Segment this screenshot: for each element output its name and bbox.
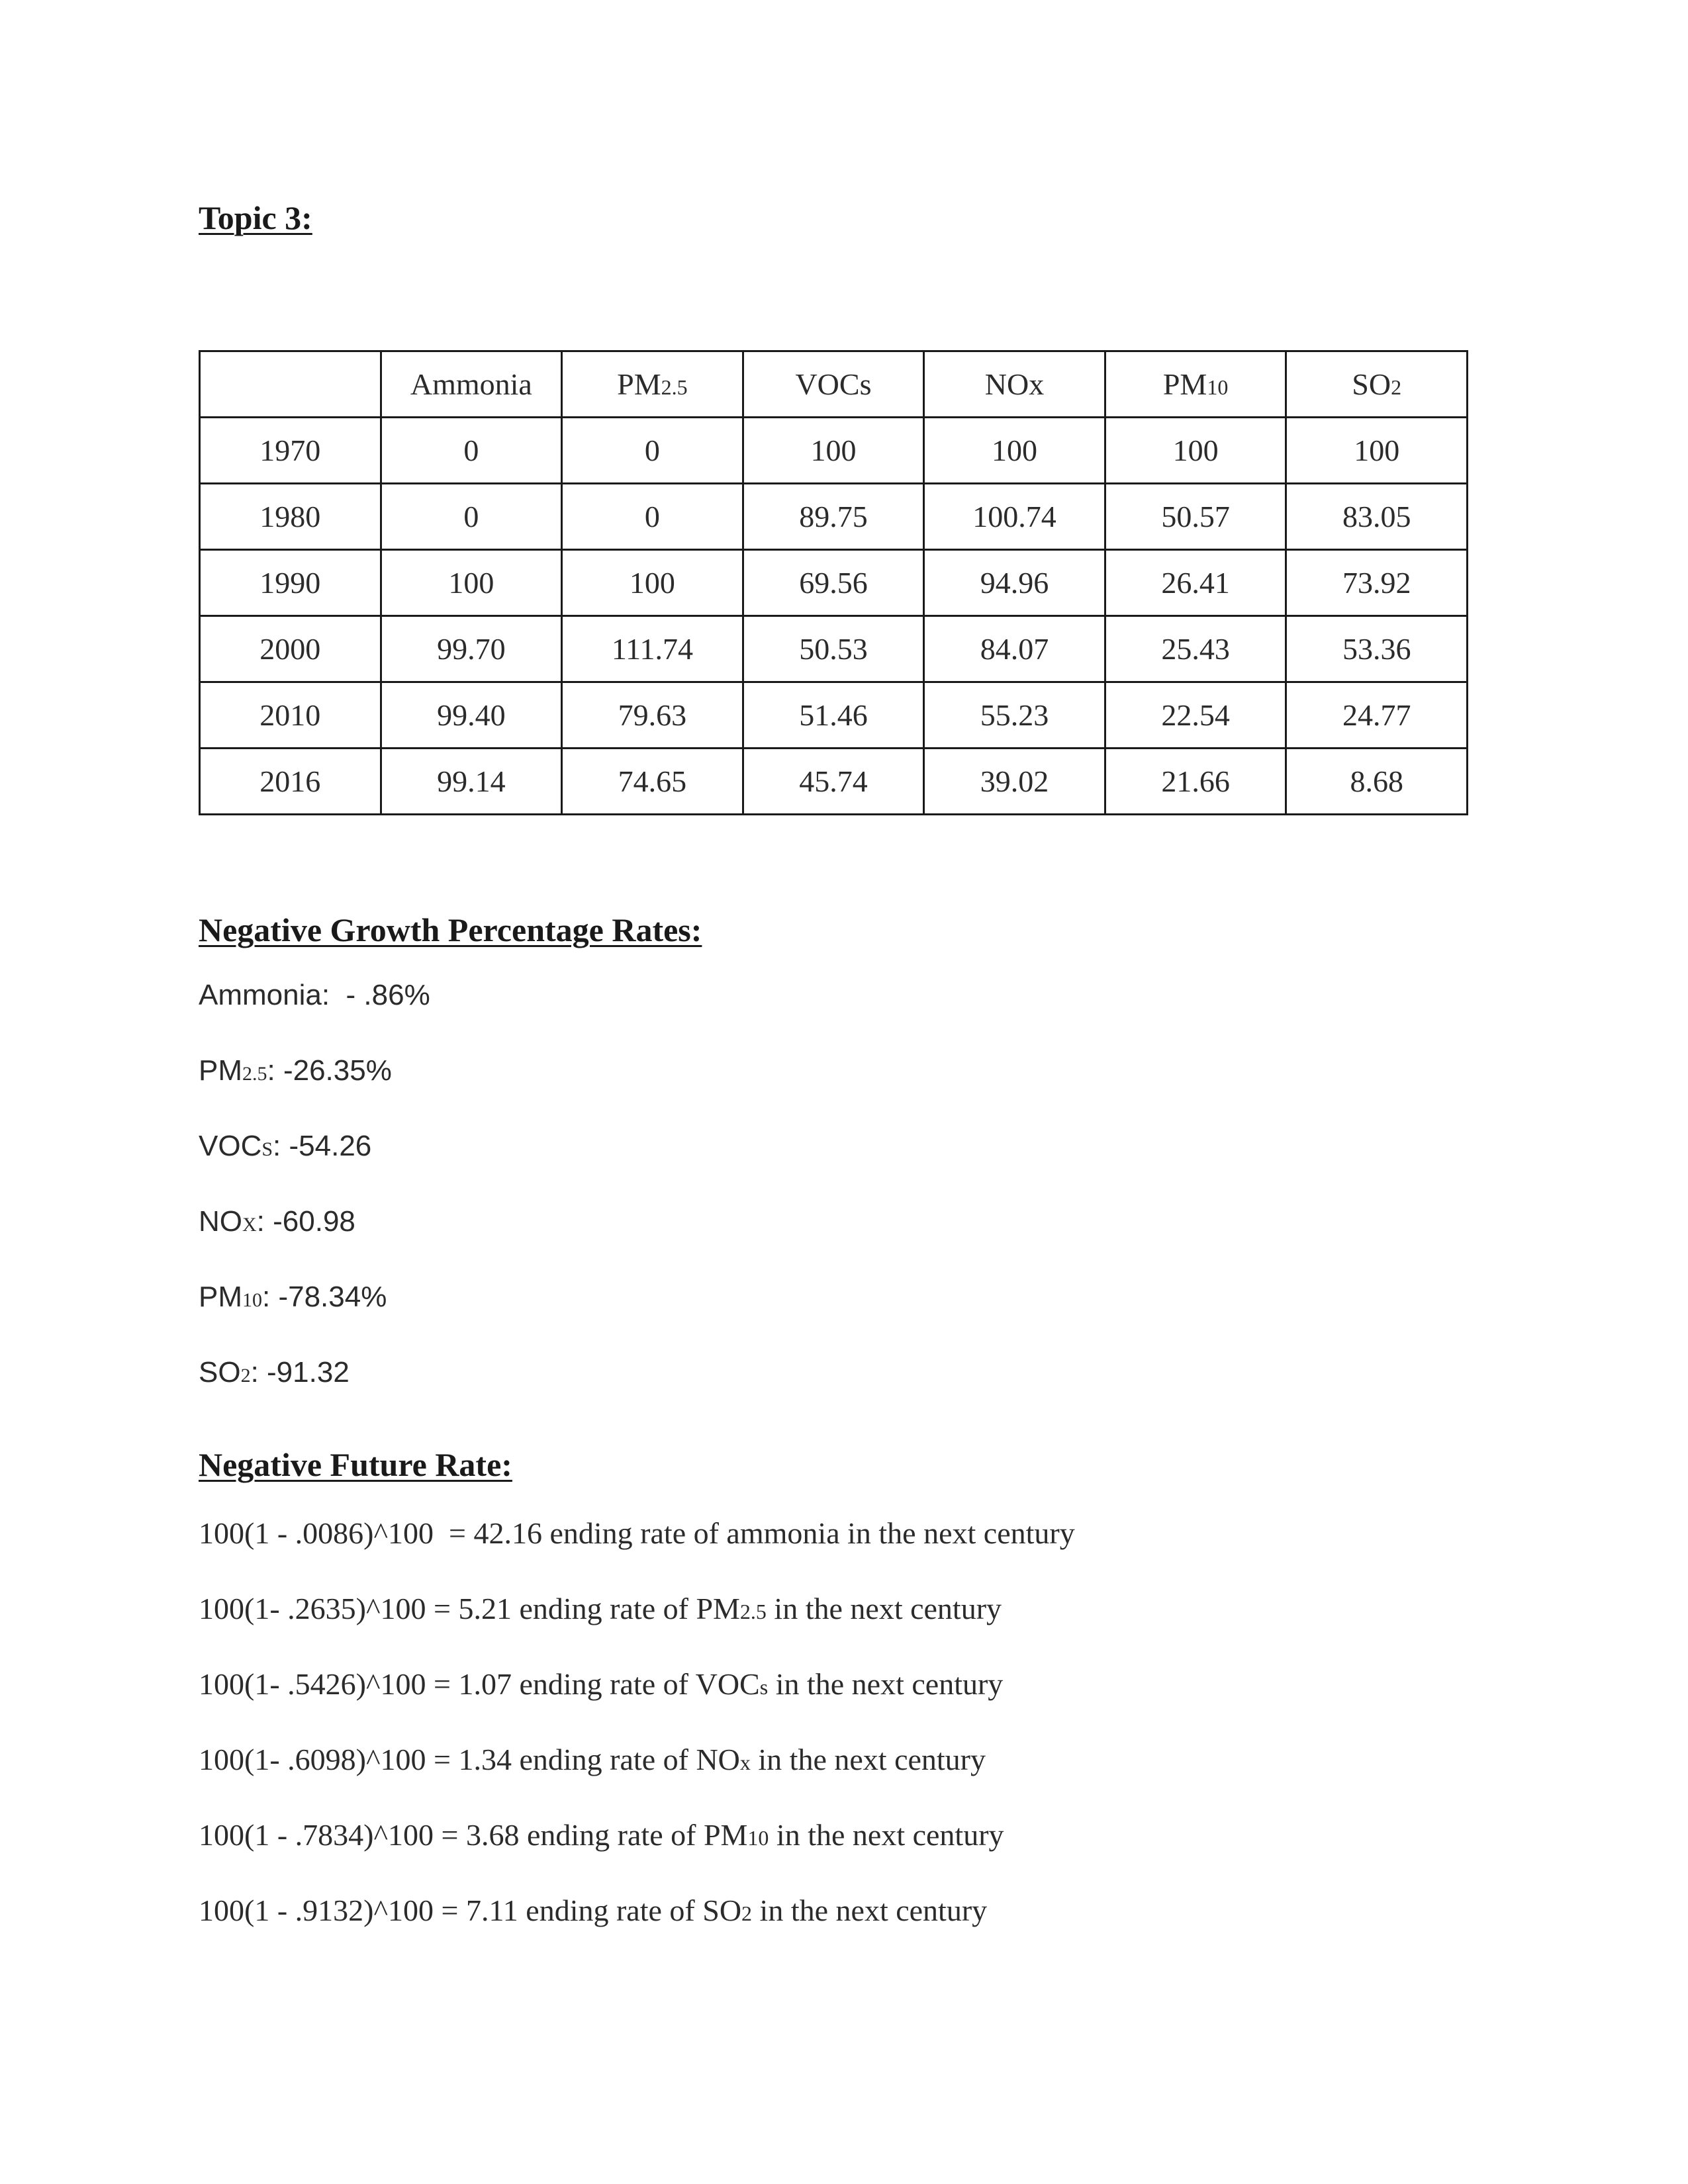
column-header-pm25: PM2.5 (562, 351, 743, 418)
table-cell: 100 (1105, 418, 1286, 484)
growth-rate-so2: SO2: -91.32 (199, 1356, 350, 1388)
table-cell: 73.92 (1286, 550, 1468, 616)
table-cell: 100 (924, 418, 1105, 484)
table-cell: 45.74 (743, 749, 924, 815)
table-cell: 55.23 (924, 682, 1105, 749)
table-row (200, 418, 1468, 484)
growth-rate-vocs: VOCS: -54.26 (199, 1130, 372, 1162)
table-row (200, 484, 1468, 550)
growth-rate-ammonia: Ammonia: - .86% (199, 979, 430, 1011)
table-cell: 100 (1286, 418, 1468, 484)
year-cell: 1980 (200, 484, 381, 550)
table-row (200, 616, 1468, 682)
table-cell: 89.75 (743, 484, 924, 550)
table-cell: 69.56 (743, 550, 924, 616)
growth-rates-heading: Negative Growth Percentage Rates: (199, 911, 702, 948)
emissions-table (199, 350, 1468, 815)
table-cell: 79.63 (562, 682, 743, 749)
table-cell: 100 (562, 550, 743, 616)
future-rate-vocs: 100(1- .5426)^100 = 1.07 ending rate of VOCs in the next century (199, 1667, 1004, 1701)
table-cell: 53.36 (1286, 616, 1468, 682)
table-cell: 0 (562, 484, 743, 550)
year-cell: 2010 (200, 682, 381, 749)
table-cell: 100 (381, 550, 562, 616)
growth-rate-pm10: PM10: -78.34% (199, 1281, 387, 1313)
table-cell: 99.40 (381, 682, 562, 749)
growth-rate-pm25: PM2.5: -26.35% (199, 1054, 392, 1087)
column-header-ammonia: Ammonia (381, 351, 562, 418)
table-row (200, 682, 1468, 749)
table-cell: 25.43 (1105, 616, 1286, 682)
table-cell: 100.74 (924, 484, 1105, 550)
column-header-nox: NOx (924, 351, 1105, 418)
growth-rate-nox: NOX: -60.98 (199, 1205, 355, 1238)
table-cell: 21.66 (1105, 749, 1286, 815)
table-cell: 26.41 (1105, 550, 1286, 616)
table-cell: 22.54 (1105, 682, 1286, 749)
column-header-so2: SO2 (1286, 351, 1468, 418)
column-header-pm10: PM10 (1105, 351, 1286, 418)
table-cell: 100 (743, 418, 924, 484)
table-cell: 50.53 (743, 616, 924, 682)
table-header-row (200, 351, 1468, 418)
year-cell: 2016 (200, 749, 381, 815)
table-cell: 83.05 (1286, 484, 1468, 550)
page-title: Topic 3: (199, 199, 312, 236)
year-cell: 1990 (200, 550, 381, 616)
table-cell: 99.14 (381, 749, 562, 815)
table-cell: 74.65 (562, 749, 743, 815)
table-cell: 94.96 (924, 550, 1105, 616)
column-header-vocs: VOCs (743, 351, 924, 418)
table-row (200, 749, 1468, 815)
table-cell: 24.77 (1286, 682, 1468, 749)
future-rate-so2: 100(1 - .9132)^100 = 7.11 ending rate of SO2 in the next century (199, 1893, 988, 1927)
table-cell: 0 (381, 418, 562, 484)
table-cell: 50.57 (1105, 484, 1286, 550)
future-rate-nox: 100(1- .6098)^100 = 1.34 ending rate of NOx in the next century (199, 1743, 986, 1776)
table-cell: 0 (381, 484, 562, 550)
future-rate-ammonia: 100(1 - .0086)^100 = 42.16 ending rate of ammonia in the next century (199, 1516, 1075, 1550)
table-cell: 111.74 (562, 616, 743, 682)
table-cell: 84.07 (924, 616, 1105, 682)
table-cell: 8.68 (1286, 749, 1468, 815)
table-cell: 39.02 (924, 749, 1105, 815)
future-rate-heading: Negative Future Rate: (199, 1446, 512, 1483)
year-cell: 2000 (200, 616, 381, 682)
table-cell: 0 (562, 418, 743, 484)
table-corner-cell (200, 351, 381, 418)
table-cell: 51.46 (743, 682, 924, 749)
year-cell: 1970 (200, 418, 381, 484)
future-rate-pm25: 100(1- .2635)^100 = 5.21 ending rate of PM2.5 in the next century (199, 1592, 1002, 1625)
future-rate-pm10: 100(1 - .7834)^100 = 3.68 ending rate of PM10 in the next century (199, 1818, 1004, 1852)
table-row (200, 550, 1468, 616)
table-cell: 99.70 (381, 616, 562, 682)
